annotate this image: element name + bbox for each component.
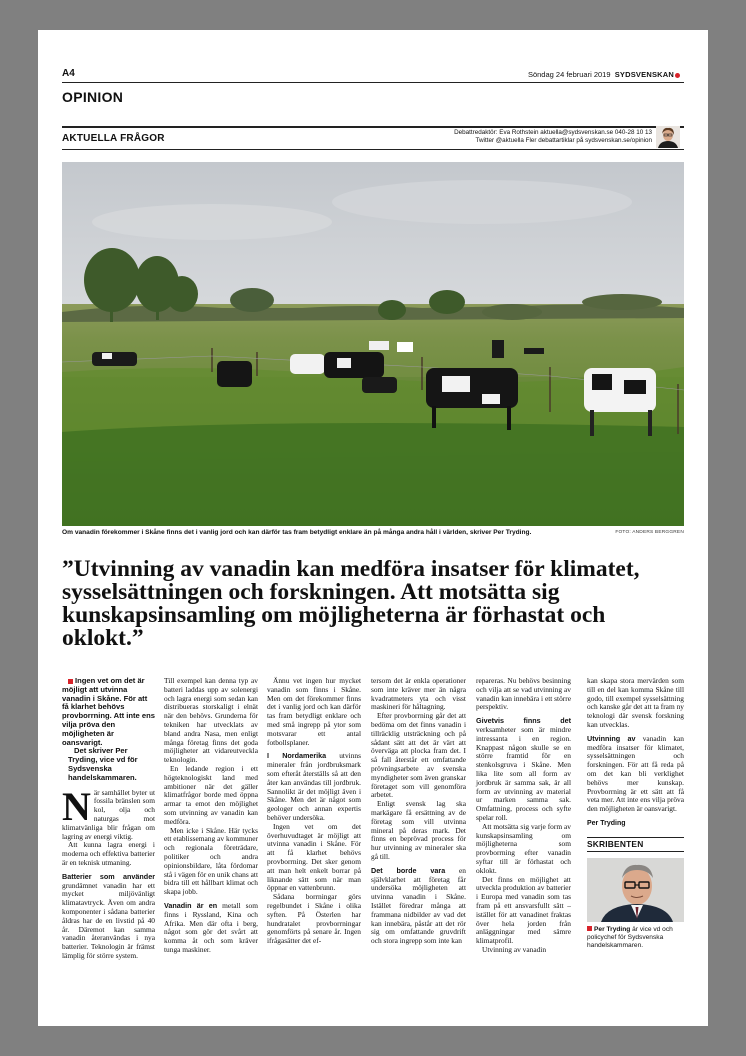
article-ingress	[62, 677, 155, 783]
paragraph: Att motsätta sig varje form av kunskapsinsamling om möjligheterna som provborrning efter vanadin syftar till är förhastat och oklokt.	[476, 821, 571, 875]
headline: ”Utvinning av vanadin kan medföra insatser för klimatet, sysselsättningen och forskningen. Att motsätta sig kunskapsinsamling om möjligheterna är förhastat och oklokt.”	[62, 556, 640, 651]
paragraph: Till exempel kan denna typ av batteri laddas upp av solenergi och lagra energi som sedan kan distribueras storskaligt i elnät när den behövs. Grunderna för tekniken har utvecklats av bland andra Nasa, men enligt många företag finns det goda möjligheter att vidareutveckla teknologin.	[164, 676, 258, 765]
author-marker-icon	[587, 926, 592, 931]
dateline	[528, 70, 680, 79]
paragraph: Ännu vet ingen hur mycket vanadin som finns i Skåne. Men om det förekommer finns det i vanlig jord och kan därför tas fram betydligt enklare och med små ingrepp på ytor som motsvarar ett antal fotbollsplaner.	[267, 676, 361, 747]
editor-contact: Debattredaktör: Eva Rothstein aktuella@sydsvenskan.se 040-28 10 13	[454, 129, 652, 136]
paragraph: Efter provborrning går det att bedöma om det finns vanadin i tillräcklig utsträckning och på sådant sätt att det är värt att överväga att plocka fram det. I så fall återstår ett omfattande prövningsarbete av svenska myndigheter som även granskar företaget som vill genomföra arbetet.	[371, 711, 466, 800]
paragraph: Men icke i Skåne. Här tycks ett etablissemang av kommuner och regionala företrädare, politiker och andra opinionsbildare, låta fördomar stå i vägen för en unik chans att bidra till ett hållbart klimat och skapa jobb.	[164, 825, 258, 897]
author-photo	[587, 858, 684, 922]
paragraph: Utvinning av vanadin kan medföra insatser för klimatet, sysselsättningen och forskningen. För att få reda på om det kan bli verklighet behövs mer kunskap. Provborrning är ett sätt att få veta mer. Att inte ens vilja pröva den möjligheten är oansvarigt.	[587, 733, 684, 814]
paragraph: En ledande region i ett högteknologiskt land med ambitioner när det gäller klimatfrågor borde med öppna armar ta emot den möjlighet som utvinning av vanadin kan medföra.	[164, 763, 258, 826]
paragraph: Det finns en möjlighet att utveckla produktion av batterier i Europa med vanadin som tas fram på ett ansvarsfullt sätt – istället för att vanadinet fraktas över hela jorden från anläggningar med sämre klimatprofil.	[476, 874, 571, 946]
paragraph: Utvinning av vanadin	[482, 944, 547, 954]
paragraph: Att kunna lagra energi i moderna och effektiva batterier är en teknisk utmaning.	[62, 840, 155, 867]
author-box-title: SKRIBENTEN	[587, 837, 684, 852]
subsection-title: AKTUELLA FRÅGOR	[62, 133, 165, 144]
newspaper-page	[38, 30, 708, 1026]
paragraph: Sådana borrningar görs regelbundet i Skåne i olika syften. På Österlen har hundratalet provborrningar genomförts på senare år. Ingen ifrågasätter det ef-	[267, 892, 361, 946]
author-bio: Per Tryding är vice vd och policychef för Sydsvenska handelskammaren.	[587, 925, 673, 949]
editor-info	[454, 129, 652, 145]
paragraph: Ingen vet om det överhuvudtaget är möjligt att utvinna vanadin i Skåne. För att få klarhet behövs provborrning. Det sker genom att man helt enkelt borrar på liknande sätt som när man öppnar en vattenbrunn.	[267, 821, 361, 893]
subsection-rule	[62, 149, 684, 150]
top-rule	[62, 82, 684, 83]
cows-field-photo	[62, 162, 684, 526]
photo-credit: FOTO: ANDERS BERGGREN	[615, 530, 684, 535]
article-column-3	[267, 677, 361, 946]
paragraph: Vanadin är en metall som finns i Ryssland, Kina och Afrika. Men där ofta i berg, något som gör det svårt att komma åt och som kräver tunga maskiner.	[164, 900, 258, 954]
brand-dot-icon	[675, 73, 680, 78]
photo-caption: Om vanadin förekommer i Skåne finns det i vanlig jord och kan därför tas fram betydligt enklare än på många andra håll i världen, skriver Per Tryding.	[62, 529, 532, 536]
lead-paragraph: När samhället byter ut fossila bränslen som kol, olja och naturgas mot klimatvänliga blir frågan om lagring av energi viktig.	[62, 783, 155, 841]
article-column-4	[371, 677, 466, 946]
paragraph: Enligt svensk lag ska markägare få ersättning av de företag som vill utvinna mineral på deras mark. Det finns en beprövad process för hur utvinning av mineraler ska gå till.	[371, 799, 466, 861]
article-column-2	[164, 677, 258, 955]
paragraph: Det borde vara en självklarhet att företag får undersöka möjligheten att utvinna vanadin i Skåne. Istället föredrar många att frammana nidbilder av vad det kan innebära, påstår att det rör sig om omfattande gruvdrift och stora ingrepp som inte kan	[371, 865, 466, 946]
section-title: OPINION	[62, 89, 124, 105]
paragraph: kan skapa stora mervärden som till en del kan komma Skåne till godo, till exempel sysselsättning och kanske går det att ta fram ny teknologi där svensk forskning kan utvecklas.	[587, 676, 684, 729]
page-number: A4	[62, 68, 75, 79]
paragraph: Givetvis finns det verksamheter som är mindre intressanta i en region. Knappast någon skulle se en större framtid för en stenkolsgruva i Skåne. Men lika lite som all form av jordbruk är samma sak, är all form av utvinning av material ur marken samma sak. Omfattning, process och syfte spelar roll.	[476, 716, 571, 822]
paragraph: repareras. Nu behövs besinning och vilja att se vad utvinning av vanadin kan innebära i ett större perspektiv.	[476, 676, 572, 712]
paragraph: tersom det är enkla operationer som inte kräver mer än några kvadratmeters yta och visst maskineri för håltagning.	[371, 676, 466, 712]
section-rule	[62, 126, 684, 128]
editor-twitter: Twitter @aktuella Fler debattartiklar på sydsvenskan.se/opinion	[475, 137, 652, 144]
ingress-text: Ingen vet om det är möjligt att utvinna vanadin i Skåne. För att få klarhet behövs provborrning. Att inte ens vilja pröva den möjligheten är oansvarigt.	[62, 676, 155, 747]
article-byline: Per Tryding	[587, 819, 626, 827]
brand-logo: SYDSVENSKAN	[614, 70, 674, 79]
issue-date: Söndag 24 februari 2019	[527, 70, 611, 79]
drop-cap: N	[62, 783, 91, 829]
editor-avatar	[656, 126, 680, 148]
article-column-1	[62, 677, 155, 961]
author-box	[587, 837, 684, 950]
paragraph: I Nordamerika utvinns mineraler från jordbruksmark som efteråt återställs så att den åter kan användas till jordbruk. Sannolikt är det möjligt även i Skåne. Men det är något som geologer och annan expertis behöver undersöka.	[267, 751, 361, 822]
paragraph: Batterier som använder grundämnet vanadin har ett mycket miljövänligt klimatavtryck. Även om andra komponenter i sådana batterier åldras har de en livstid på 40 år. Däremot kan samma vanadin återanvändas i nya batterier. Teknologin är främst lämplig för större system.	[62, 871, 155, 960]
ingress-author: Det skriver Per Tryding, vice vd för Sydsvenska handelskammaren.	[68, 746, 138, 782]
article-column-5	[476, 677, 571, 955]
article-column-6	[587, 677, 684, 950]
ingress-marker-icon	[68, 679, 73, 684]
